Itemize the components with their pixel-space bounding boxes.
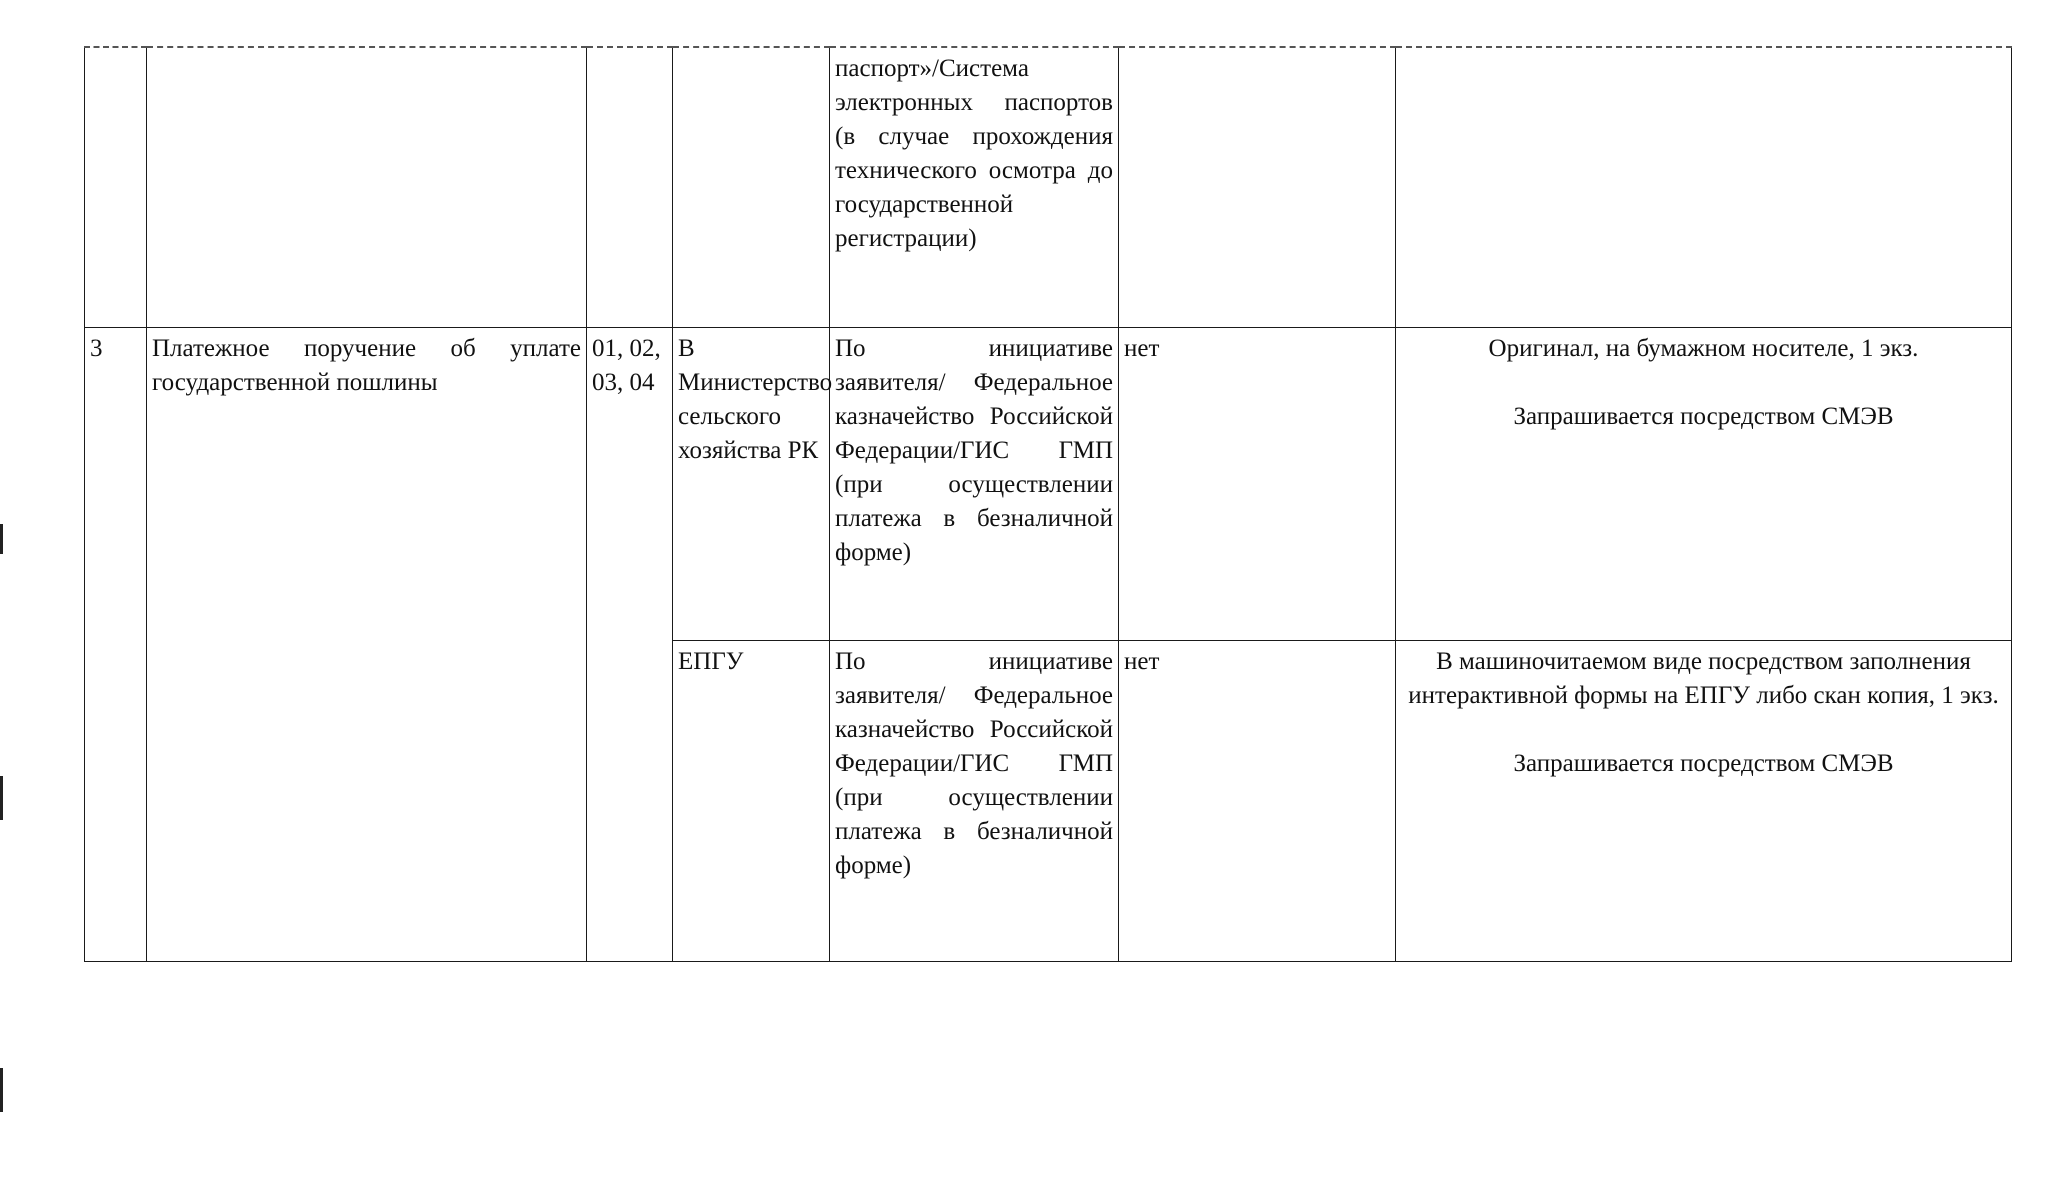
document-name-cell <box>147 327 587 961</box>
source-text: По инициативе заявителя/ Федеральное казначейство Российской Федерации/ГИС ГМП (при осуществлении платежа в безналичной форме) <box>835 647 1113 879</box>
documents-table <box>84 46 2012 962</box>
document-name-cell <box>147 47 587 327</box>
row-number: 3 <box>90 334 103 362</box>
required-cell <box>1119 47 1396 327</box>
format-cell <box>1396 47 2012 327</box>
table-row <box>85 327 2012 640</box>
source-text: паспорт»/Система электронных паспортов (в случае прохождения технического осмотра до государственной регистрации) <box>835 55 1120 252</box>
required-cell <box>1119 327 1396 640</box>
codes-cell <box>587 47 673 327</box>
format-description: Оригинал, на бумажном носителе, 1 экз. <box>1488 334 1919 362</box>
source-cell <box>830 327 1119 640</box>
required-value: нет <box>1124 334 1160 362</box>
margin-tick-mark <box>0 776 3 820</box>
applicant-codes: 01, 02, 03, 04 <box>592 334 661 396</box>
row-number-cell <box>85 47 147 327</box>
request-method: Запрашивается посредством СМЭВ <box>1513 749 1894 777</box>
request-method: Запрашивается посредством СМЭВ <box>1513 402 1894 430</box>
format-description: В машиночитаемом виде посредством заполнения интерактивной формы на ЕПГУ либо скан копия, 1 экз. <box>1408 647 1999 709</box>
source-cell <box>830 47 1119 327</box>
format-cell <box>1396 640 2012 961</box>
table-row-continuation <box>85 47 2012 327</box>
place-cell <box>673 47 830 327</box>
submission-place: ЕПГУ <box>678 647 744 675</box>
place-cell <box>673 327 833 640</box>
format-cell <box>1396 327 2012 640</box>
source-text: По инициативе заявителя/ Федеральное казначейство Российской Федерации/ГИС ГМП (при осуществлении платежа в безналичной форме) <box>835 334 1113 566</box>
codes-cell <box>587 327 673 961</box>
submission-place: В Министерство сельского хозяйства РК <box>678 334 833 464</box>
place-cell <box>673 640 830 961</box>
document-name: Платежное поручение об уплате государственной пошлины <box>152 334 581 396</box>
source-cell <box>830 640 1119 961</box>
required-value: нет <box>1124 647 1160 675</box>
required-cell <box>1119 640 1396 961</box>
margin-tick-mark <box>0 1068 3 1112</box>
row-number-cell <box>85 327 147 961</box>
margin-tick-mark <box>0 524 3 554</box>
